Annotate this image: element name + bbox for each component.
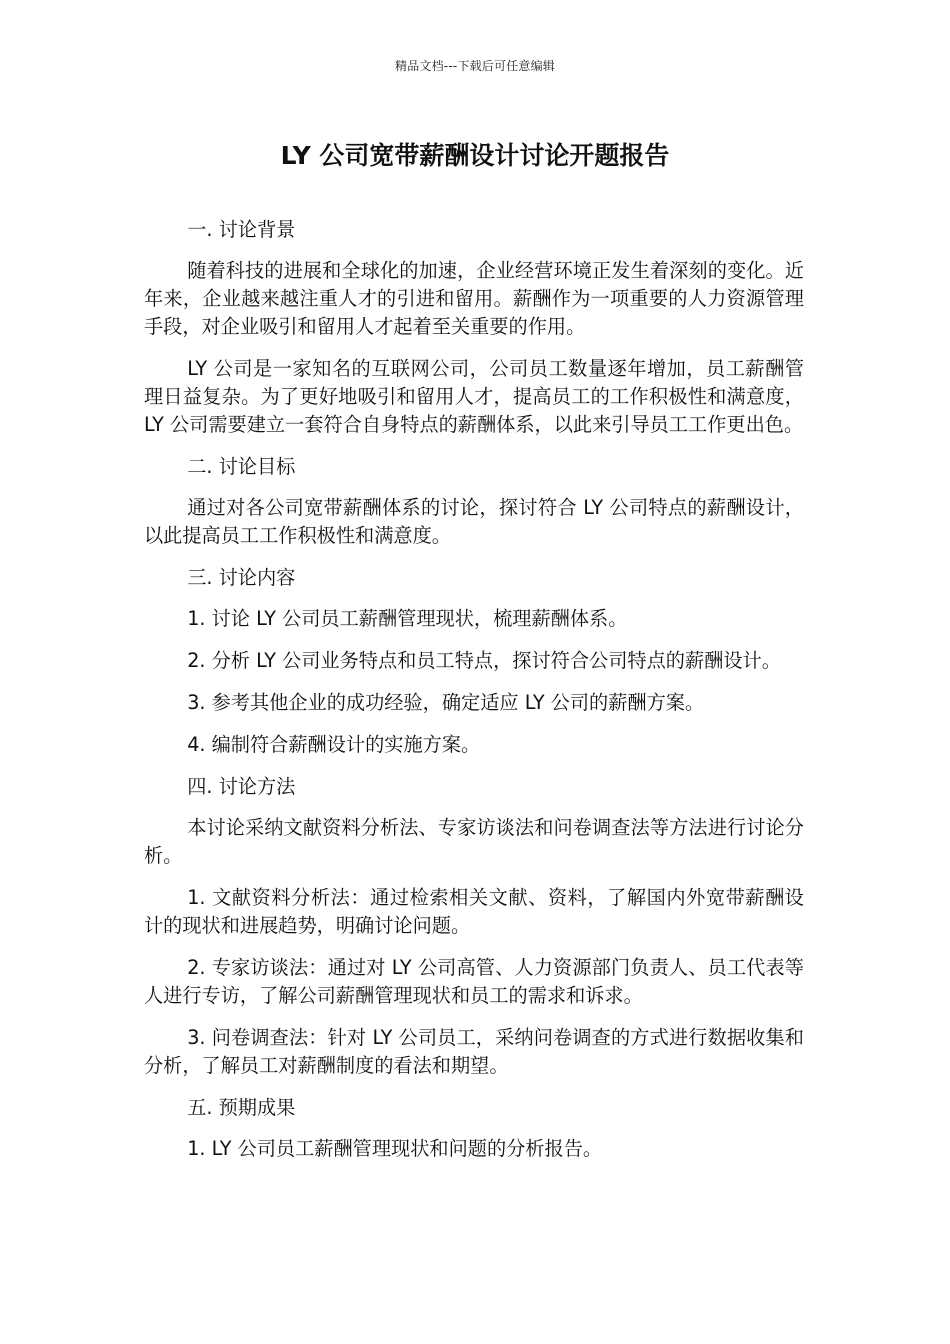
document-body (144, 216, 804, 1177)
list-item: 1. LY 公司员工薪酬管理现状和问题的分析报告。 (187, 1137, 603, 1160)
list-item: 2. 专家访谈法：通过对 LY 公司高管、人力资源部门负责人、员工代表等人进行专访，了解公司薪酬管理现状和员工的需求和诉求。 (144, 956, 804, 1007)
paragraph: 随着科技的进展和全球化的加速，企业经营环境正发生着深刻的变化。近年来，企业越来越注重人才的引进和留用。薪酬作为一项重要的人力资源管理手段，对企业吸引和留用人才起着至关重要的作用。 (144, 259, 804, 338)
paragraph: 通过对各公司宽带薪酬体系的讨论，探讨符合 LY 公司特点的薪酬设计，以此提高员工工作积极性和满意度。 (144, 496, 804, 547)
header-note: 精品文档---下载后可任意编辑 (395, 59, 555, 73)
list-item: 1. 讨论 LY 公司员工薪酬管理现状，梳理薪酬体系。 (187, 607, 628, 630)
list-item: 3. 参考其他企业的成功经验，确定适应 LY 公司的薪酬方案。 (187, 691, 705, 714)
section-heading-objectives: 二. 讨论目标 (187, 455, 296, 478)
section-heading-methods: 四. 讨论方法 (187, 775, 296, 798)
section-heading-background: 一. 讨论背景 (187, 218, 296, 241)
document-title: LY 公司宽带薪酬设计讨论开题报告 (280, 141, 670, 170)
paragraph: 本讨论采纳文献资料分析法、专家访谈法和问卷调查法等方法进行讨论分析。 (144, 816, 804, 867)
list-item: 3. 问卷调查法：针对 LY 公司员工，采纳问卷调查的方式进行数据收集和分析，了解员工对薪酬制度的看法和期望。 (144, 1026, 804, 1077)
section-heading-outcomes: 五. 预期成果 (187, 1096, 296, 1119)
list-item: 4. 编制符合薪酬设计的实施方案。 (187, 733, 481, 756)
paragraph: LY 公司是一家知名的互联网公司，公司员工数量逐年增加，员工薪酬管理日益复杂。为了更好地吸引和留用人才，提高员工的工作积极性和满意度，LY 公司需要建立一套符合自身特点的薪酬体系，以此来引导员工工作更出色。 (144, 357, 804, 436)
list-item: 1. 文献资料分析法：通过检索相关文献、资料，了解国内外宽带薪酬设计的现状和进展趋势，明确讨论问题。 (144, 886, 804, 937)
list-item: 2. 分析 LY 公司业务特点和员工特点，探讨符合公司特点的薪酬设计。 (187, 649, 781, 672)
section-heading-content: 三. 讨论内容 (187, 566, 296, 589)
